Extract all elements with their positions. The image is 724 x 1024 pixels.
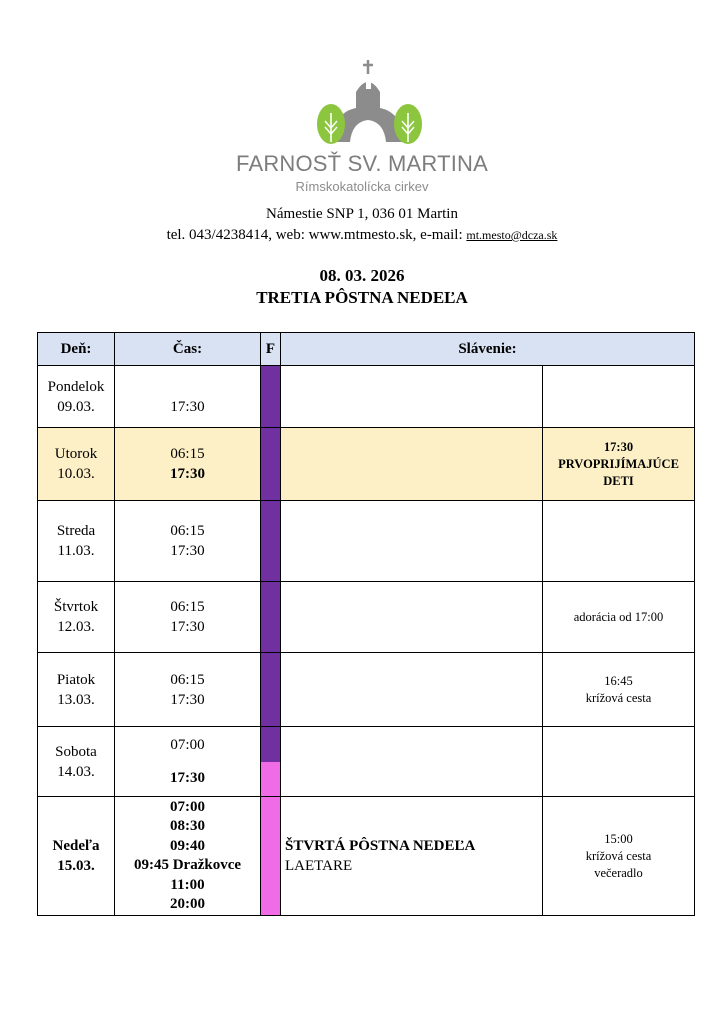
time-cell <box>115 653 261 727</box>
org-subtitle: Rímskokatolícka cirkev <box>295 179 429 194</box>
day-date: 11.03. <box>57 543 95 559</box>
day-cell <box>38 653 115 727</box>
parish-logo <box>0 58 724 148</box>
celebration-cell <box>281 727 543 797</box>
time-cell <box>115 428 261 501</box>
day-cell <box>38 428 115 501</box>
table-header-row <box>38 333 695 366</box>
day-date: 14.03. <box>57 763 95 780</box>
mass-time: 17:30 <box>170 770 205 786</box>
contact-prefix: tel. 043/4238414, web: www.mtmesto.sk, e-mail: <box>166 227 463 243</box>
mass-time: 09:45 Dražkovce <box>133 857 242 873</box>
note-line: 16:45 <box>604 673 633 688</box>
org-name: FARNOSŤ SV. MARTINA <box>236 151 488 176</box>
day-name: Nedeľa <box>52 838 100 854</box>
table-row <box>38 366 695 428</box>
note-cell <box>543 727 695 797</box>
celebration-cell <box>281 653 543 727</box>
mass-time: 11:00 <box>170 876 205 893</box>
celebration-cell <box>281 797 543 916</box>
header-time: Čas: <box>115 333 261 366</box>
day-date: 13.03. <box>57 691 95 708</box>
mass-time: 09:40 <box>170 837 205 854</box>
note-line: PRVOPRIJÍMAJÚCE <box>558 456 679 471</box>
time-cell <box>115 501 261 582</box>
mass-time: 08:30 <box>170 818 205 834</box>
liturgical-color-cell <box>261 501 281 582</box>
mass-time: 07:00 <box>170 798 205 815</box>
liturgical-color-cell <box>261 428 281 501</box>
mass-time: 17:30 <box>170 691 205 708</box>
liturgical-color-cell <box>261 582 281 653</box>
header-f: F <box>261 333 281 366</box>
time-cell <box>115 727 261 797</box>
note-line: krížová cesta <box>585 690 652 705</box>
contact-line <box>0 227 724 244</box>
mass-time: 06:15 <box>170 523 205 539</box>
celebration-cell <box>281 428 543 501</box>
note-line: krížová cesta <box>585 848 652 863</box>
day-cell <box>38 797 115 916</box>
mass-time: 17:30 <box>170 466 205 482</box>
liturgical-color-cell <box>261 727 281 797</box>
note-line: adorácia od 17:00 <box>573 610 664 624</box>
time-cell <box>115 366 261 428</box>
liturgical-color-cell <box>261 366 281 428</box>
celebration-cell <box>281 366 543 428</box>
bulletin-date: 08. 03. 2026 <box>319 266 405 285</box>
day-cell <box>38 501 115 582</box>
mass-time: 17:30 <box>170 543 205 559</box>
schedule-table <box>37 332 695 916</box>
mass-time: 06:15 <box>170 446 205 462</box>
mass-time: 06:15 <box>170 599 205 615</box>
email-link[interactable]: mt.mesto@dcza.sk <box>466 228 558 242</box>
note-line: DETI <box>603 473 634 488</box>
header-day: Deň: <box>38 333 115 366</box>
table-row <box>38 653 695 727</box>
table-row <box>38 501 695 582</box>
note-cell <box>543 582 695 653</box>
day-date: 10.03. <box>57 466 95 482</box>
day-name: Piatok <box>56 671 96 688</box>
bulletin-title: TRETIA PÔSTNA NEDEĽA <box>256 288 468 307</box>
celebration-title: ŠTVRTÁ PÔSTNA NEDEĽA <box>285 838 476 854</box>
celebration-cell <box>281 501 543 582</box>
note-line: večeradlo <box>594 865 643 880</box>
note-cell <box>543 797 695 916</box>
mass-time: 20:00 <box>170 896 205 912</box>
day-cell <box>38 727 115 797</box>
mass-time: 17:30 <box>170 619 205 635</box>
note-cell <box>543 653 695 727</box>
time-cell <box>115 797 261 916</box>
table-row <box>38 727 695 797</box>
note-cell <box>543 501 695 582</box>
mass-time: 17:30 <box>170 399 205 415</box>
note-line: 17:30 <box>603 439 634 454</box>
note-line: 15:00 <box>604 831 633 846</box>
day-name: Utorok <box>54 446 98 462</box>
table-row <box>38 582 695 653</box>
time-cell <box>115 582 261 653</box>
table-row <box>38 428 695 501</box>
note-cell <box>543 428 695 501</box>
day-cell <box>38 366 115 428</box>
celebration-subtitle: LAETARE <box>285 858 353 874</box>
liturgical-color-cell <box>261 797 281 916</box>
table-row <box>38 797 695 916</box>
day-name: Pondelok <box>47 378 105 395</box>
address: Námestie SNP 1, 036 01 Martin <box>266 206 458 222</box>
day-cell <box>38 582 115 653</box>
day-name: Streda <box>56 523 96 539</box>
day-date: 09.03. <box>57 398 95 415</box>
celebration-cell <box>281 582 543 653</box>
mass-time: 06:15 <box>170 671 205 688</box>
note-cell <box>543 366 695 428</box>
liturgical-color-cell <box>261 653 281 727</box>
mass-time: 07:00 <box>170 737 205 753</box>
day-date: 12.03. <box>57 619 95 635</box>
day-name: Štvrtok <box>53 599 99 615</box>
day-name: Sobota <box>55 743 97 760</box>
header-celebration: Slávenie: <box>281 333 695 366</box>
day-date: 15.03. <box>57 858 95 874</box>
